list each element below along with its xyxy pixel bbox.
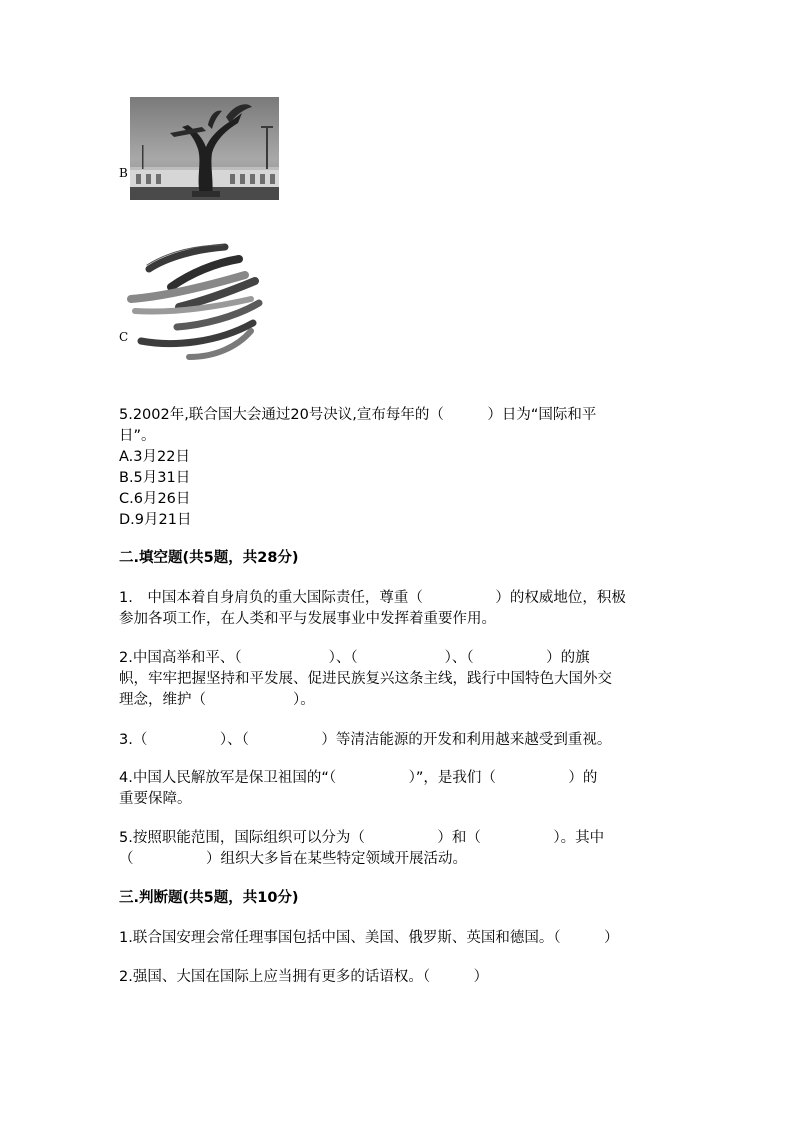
- fill-question-5-line-2: （ ）组织大多旨在某些特定领域开展活动。: [119, 851, 467, 867]
- fill-question-1-line-2: 参加各项工作，在人类和平与发展事业中发挥着重要作用。: [119, 611, 496, 627]
- fill-question-4-line-2: 重要保障。: [119, 791, 192, 807]
- question-5-option-b: B.5月31日: [119, 470, 191, 486]
- question-5-line-2: 日”。: [119, 428, 156, 444]
- fill-question-2-line-3: 理念，维护（ ）。: [119, 692, 315, 708]
- option-b-label: B: [119, 166, 128, 180]
- judge-question-1: 1.联合国安理会常任理事国包括中国、美国、俄罗斯、英国和德国。（ ）: [119, 930, 619, 946]
- fill-question-1-line-1: 1. 中国本着自身肩负的重大国际责任，尊重（ ）的权威地位，积极: [119, 590, 626, 606]
- wto-logo-icon: [127, 241, 263, 362]
- question-5-line-1: 5.2002年,联合国大会通过20号决议,宣布每年的（ ）日为“国际和平: [119, 407, 597, 423]
- section-3-heading: 三.判断题(共5题，共10分): [119, 890, 299, 906]
- sculpture-photo: [130, 97, 279, 200]
- fill-question-2-line-1: 2.中国高举和平、（ ）、（ ）、（ ）的旗: [119, 650, 590, 666]
- fill-question-3-line-1: 3.（ ）、（ ）等清洁能源的开发和利用越来越受到重视。: [119, 732, 612, 748]
- question-5-option-a: A.3月22日: [119, 449, 190, 465]
- section-2-heading: 二.填空题(共5题，共28分): [119, 550, 299, 566]
- judge-question-2: 2.强国、大国在国际上应当拥有更多的话语权。（ ）: [119, 969, 489, 985]
- question-5-option-c: C.6月26日: [119, 491, 191, 507]
- fill-question-2-line-2: 帜，牢牢把握坚持和平发展、促进民族复兴这条主线，践行中国特色大国外交: [119, 671, 612, 687]
- question-5-option-d: D.9月21日: [119, 512, 192, 528]
- fill-question-4-line-1: 4.中国人民解放军是保卫祖国的“（ ）”，是我们（ ）的: [119, 770, 598, 786]
- option-c-label: C: [119, 330, 129, 344]
- fill-question-5-line-1: 5.按照职能范围，国际组织可以分为（ ）和（ ）。其中: [119, 830, 605, 846]
